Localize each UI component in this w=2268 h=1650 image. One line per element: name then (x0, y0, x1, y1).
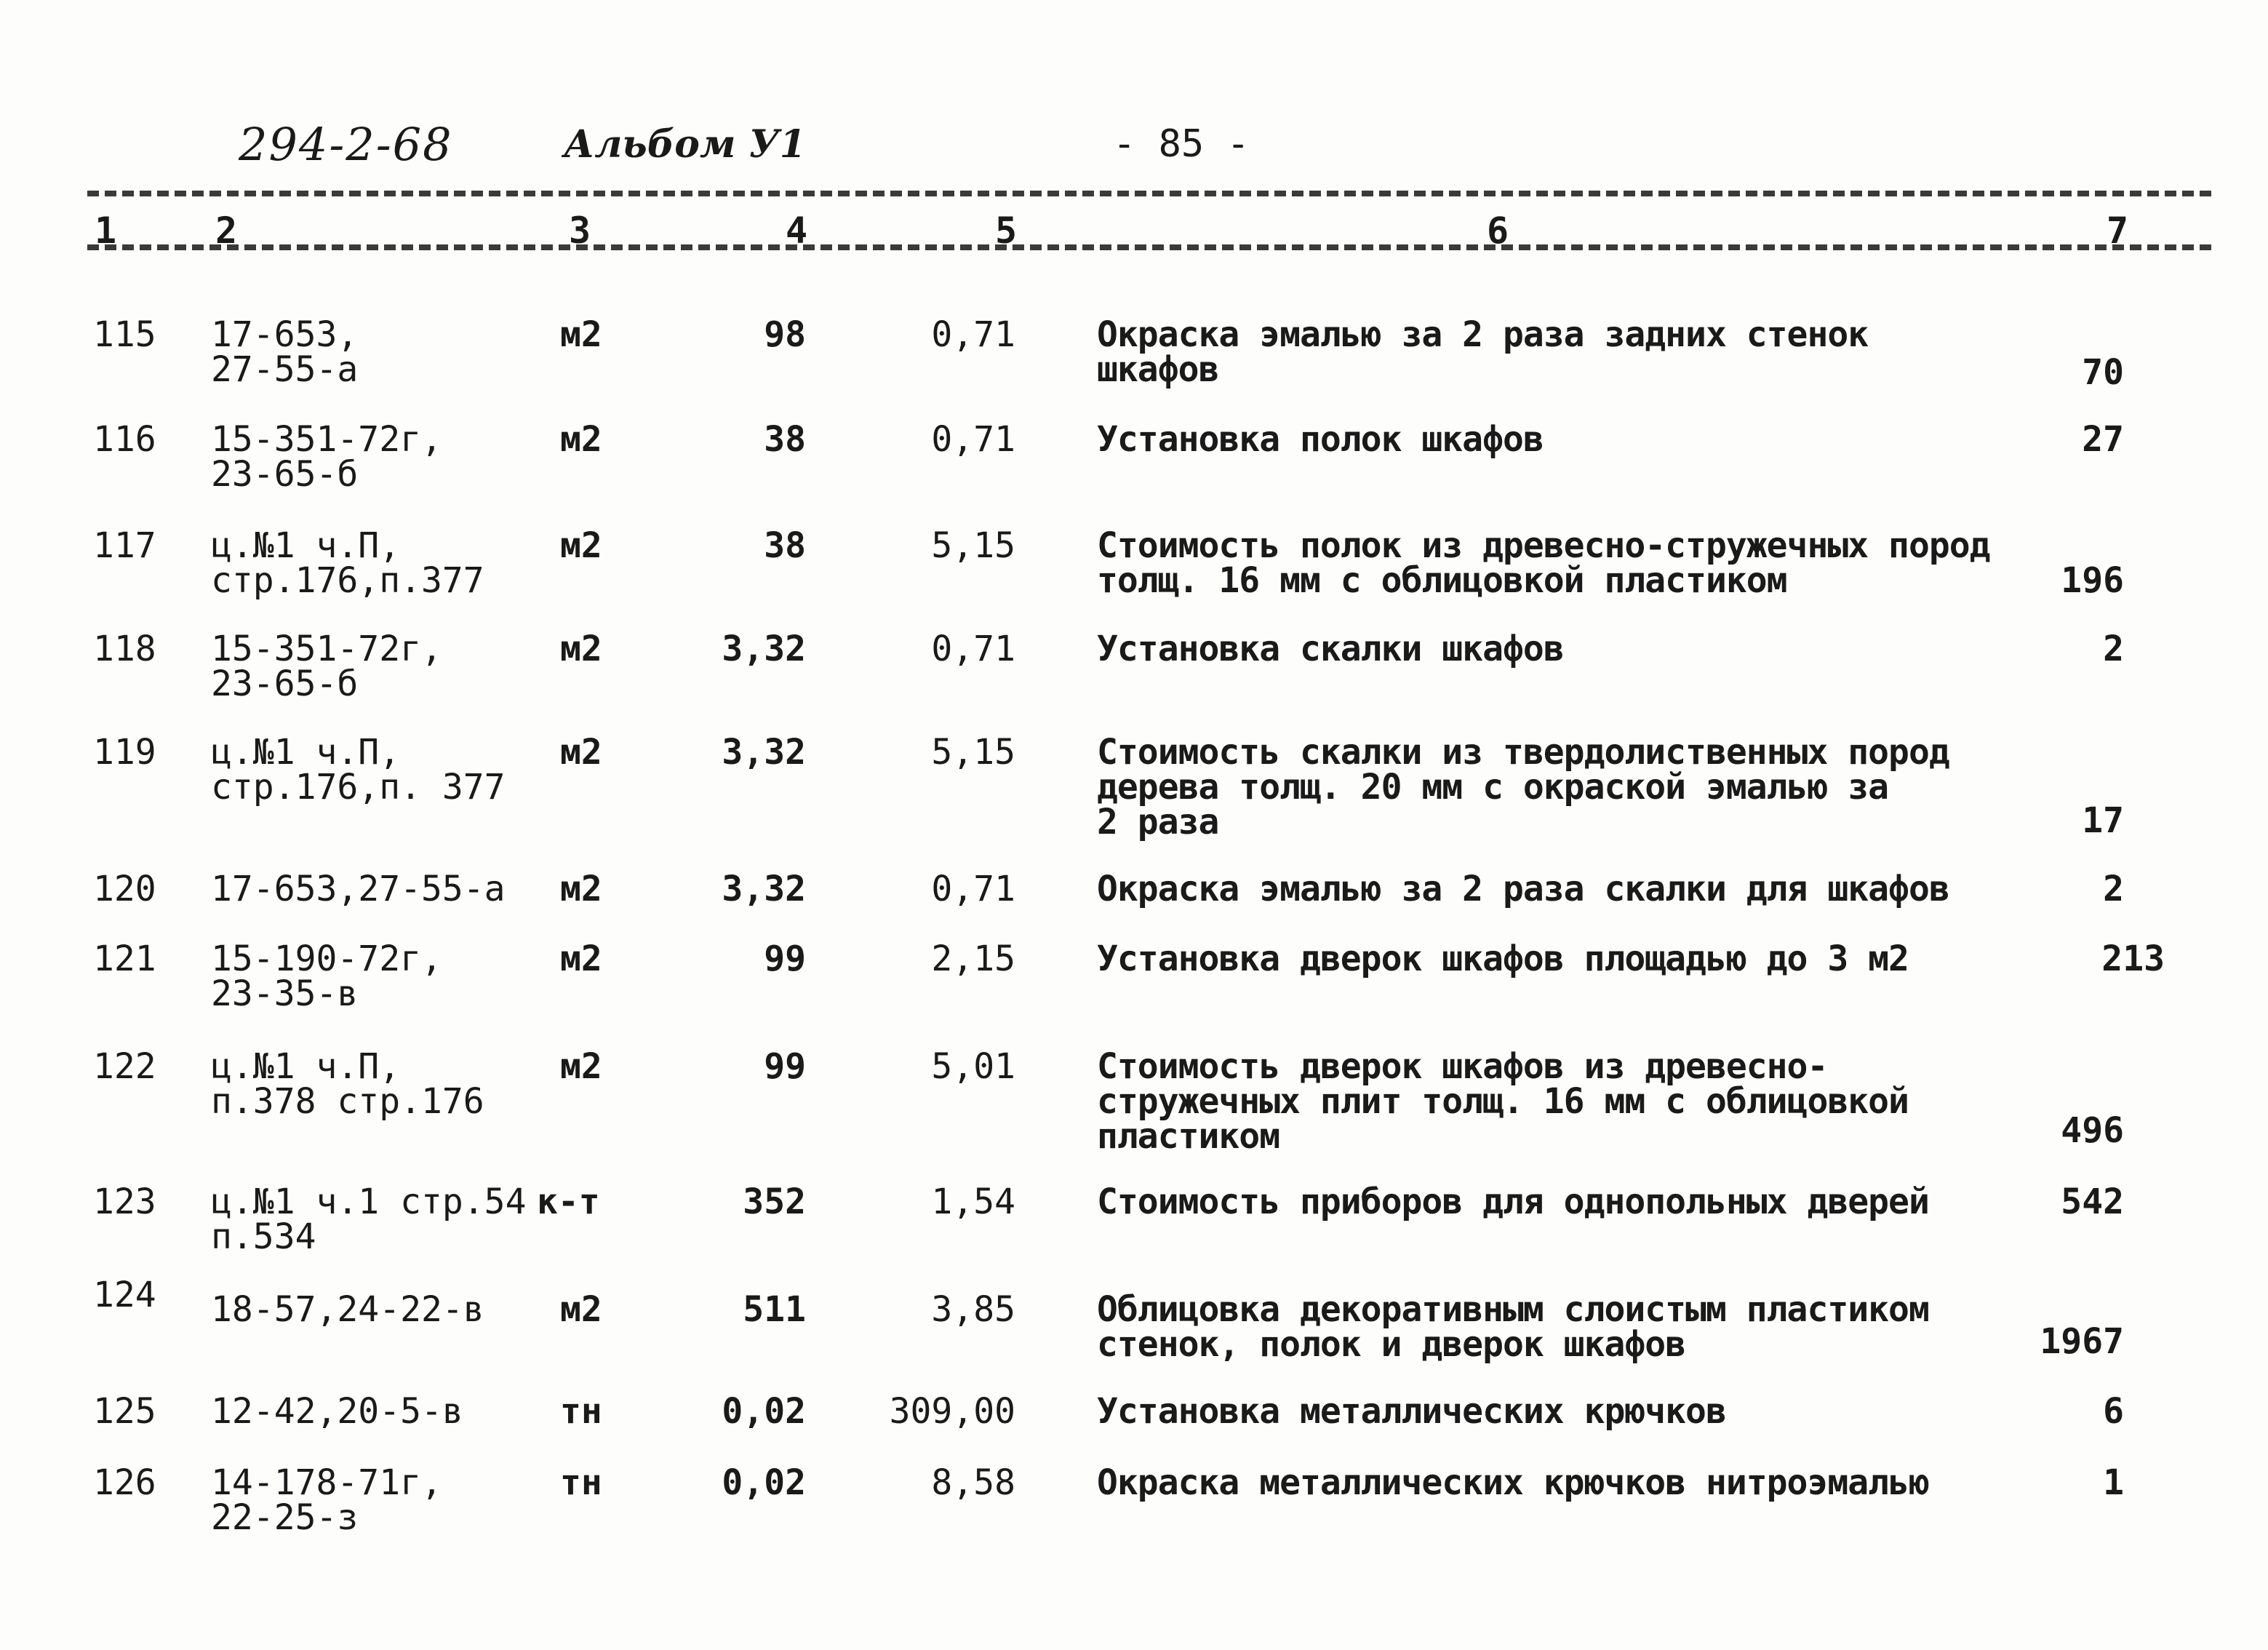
quantity: 3,32 (722, 629, 806, 669)
work-description: Установка скалки шкафов (1097, 629, 1564, 669)
header-rule-top (87, 191, 2211, 196)
unit: м2 (560, 1289, 602, 1330)
unit: м2 (560, 419, 602, 460)
quantity: 0,02 (722, 1391, 806, 1432)
row-number: 118 (93, 629, 156, 669)
work-description: Окраска металлических крючков нитроэмалью (1097, 1462, 1929, 1503)
column-number-2: 2 (215, 210, 238, 252)
header-rule-bottom (87, 244, 2211, 250)
column-number-1: 1 (95, 210, 117, 252)
quantity: 511 (743, 1289, 806, 1330)
unit-price: 8,58 (931, 1462, 1015, 1503)
work-description: Установка дверок шкафов площадью до 3 м2 (1097, 938, 1909, 979)
page-number: - 85 - (1113, 122, 1250, 166)
work-description: Стоимость приборов для однопольных дверей (1097, 1181, 1929, 1222)
work-description: Установка полок шкафов (1097, 419, 1544, 460)
unit: м2 (560, 525, 602, 566)
row-number: 125 (93, 1391, 156, 1432)
work-description: Стоимость полок из древесно-стружечных пород толщ. 16 мм с облицовкой пластиком (1097, 525, 1990, 601)
unit-price: 2,15 (931, 938, 1015, 979)
quantity: 0,02 (722, 1462, 806, 1503)
norm-reference: 15-190-72г, 23-35-в (211, 938, 442, 1014)
total-cost: 1967 (2040, 1321, 2124, 1362)
column-number-6: 6 (1487, 210, 1509, 252)
total-cost: 542 (2061, 1181, 2124, 1222)
album-label: Альбом У1 (564, 122, 806, 167)
work-description: Окраска эмалью за 2 раза задних стенок шкафов (1097, 314, 1869, 390)
total-cost: 70 (2082, 352, 2124, 393)
norm-reference: 17-653,27-55-а (211, 869, 506, 909)
unit: м2 (560, 629, 602, 669)
row-number: 126 (93, 1462, 156, 1503)
unit-price: 309,00 (889, 1391, 1015, 1432)
total-cost: 496 (2061, 1110, 2124, 1151)
unit: м2 (560, 1046, 602, 1087)
column-number-3: 3 (569, 210, 591, 252)
unit-price: 5,15 (931, 525, 1015, 566)
unit-price: 0,71 (931, 629, 1015, 669)
work-description: Облицовка декоративным слоистым пластиком стенок, полок и дверок шкафов (1097, 1289, 1929, 1365)
unit: тн (560, 1462, 602, 1503)
unit-price: 5,15 (931, 732, 1015, 773)
row-number: 123 (93, 1181, 156, 1222)
unit: к-т (537, 1181, 600, 1222)
unit: м2 (560, 314, 602, 355)
norm-reference: ц.№1 ч.П, п.378 стр.176 (211, 1046, 484, 1122)
norm-reference: 18-57,24-22-в (211, 1289, 484, 1330)
norm-reference: 14-178-71г, 22-25-з (211, 1462, 442, 1538)
row-number: 120 (93, 869, 156, 909)
total-cost: 1 (2103, 1462, 2124, 1503)
unit: м2 (560, 938, 602, 979)
unit: м2 (560, 869, 602, 909)
norm-reference: 17-653, 27-55-а (211, 314, 359, 390)
quantity: 3,32 (722, 869, 806, 909)
unit-price: 0,71 (931, 314, 1015, 355)
total-cost: 27 (2082, 419, 2124, 460)
column-number-5: 5 (995, 210, 1018, 252)
total-cost: 2 (2103, 629, 2124, 669)
unit-price: 0,71 (931, 419, 1015, 460)
total-cost: 6 (2103, 1391, 2124, 1432)
work-description: Окраска эмалью за 2 раза скалки для шкафов (1097, 869, 1949, 909)
quantity: 3,32 (722, 732, 806, 773)
work-description: Стоимость скалки из твердолиственных пород дерева толщ. 20 мм с окраской эмалью за 2 раза (1097, 732, 1949, 842)
unit-price: 5,01 (931, 1046, 1015, 1087)
quantity: 99 (764, 1046, 806, 1087)
document-code: 294-2-68 (239, 118, 453, 171)
column-number-7: 7 (2107, 210, 2129, 252)
quantity: 38 (764, 419, 806, 460)
unit: тн (560, 1391, 602, 1432)
norm-reference: 15-351-72г, 23-65-б (211, 629, 442, 704)
norm-reference: ц.№1 ч.1 стр.54 п.534 (211, 1181, 527, 1257)
total-cost: 196 (2061, 560, 2124, 601)
total-cost: 17 (2082, 800, 2124, 841)
norm-reference: ц.№1 ч.П, стр.176,п.377 (211, 525, 484, 601)
quantity: 99 (764, 938, 806, 979)
row-number: 116 (93, 419, 156, 460)
norm-reference: 12-42,20-5-в (211, 1391, 463, 1432)
norm-reference: 15-351-72г, 23-65-б (211, 419, 442, 495)
unit: м2 (560, 732, 602, 773)
quantity: 38 (764, 525, 806, 566)
work-description: Стоимость дверок шкафов из древесно- стружечных плит толщ. 16 мм с облицовкой пластиком (1097, 1046, 1909, 1157)
quantity: 98 (764, 314, 806, 355)
row-number: 122 (93, 1046, 156, 1087)
row-number: 121 (93, 938, 156, 979)
row-number: 117 (93, 525, 156, 566)
unit-price: 3,85 (931, 1289, 1015, 1330)
norm-reference: ц.№1 ч.П, стр.176,п. 377 (211, 732, 506, 808)
total-cost: 213 (2101, 938, 2165, 979)
quantity: 352 (743, 1181, 806, 1222)
row-number: 124 (93, 1275, 156, 1315)
row-number: 119 (93, 732, 156, 773)
row-number: 115 (93, 314, 156, 355)
total-cost: 2 (2103, 869, 2124, 909)
column-number-4: 4 (786, 210, 808, 252)
work-description: Установка металлических крючков (1097, 1391, 1726, 1432)
unit-price: 0,71 (931, 869, 1015, 909)
unit-price: 1,54 (931, 1181, 1015, 1222)
